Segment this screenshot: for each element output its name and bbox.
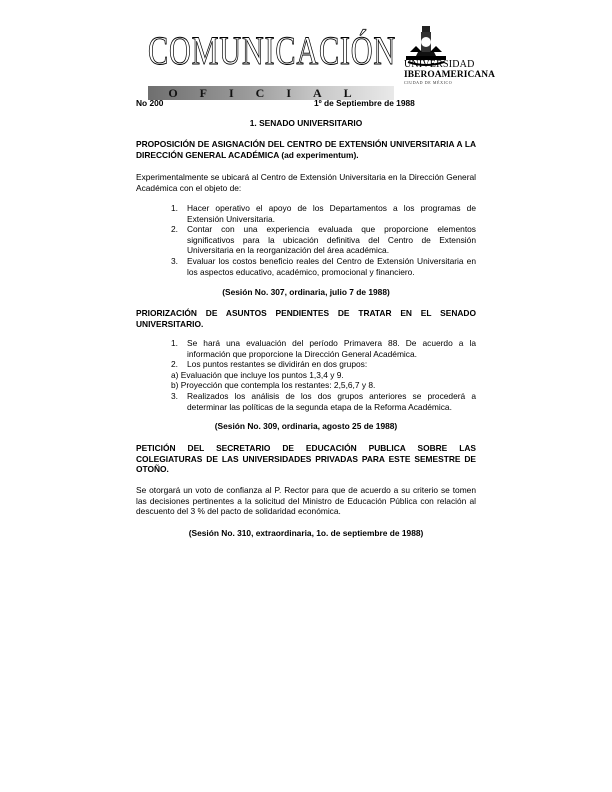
university-name	[404, 60, 494, 86]
section-1-title: PROPOSICIÓN DE ASIGNACIÓN DEL CENTRO DE EXTENSIÓN UNIVERSITARIA A LA DIRECCIÓN GENERAL ACADÉMICA (ad experimentum).	[136, 139, 476, 160]
list-item-number: 2.	[171, 224, 178, 235]
masthead-title: COMUNICACIÓN	[148, 28, 396, 72]
list-subitem	[171, 370, 476, 381]
section-1-session: (Sesión No. 307, ordinaria, julio 7 de 1988)	[222, 287, 390, 297]
logo-line2: IBEROAMERICANA	[404, 70, 495, 80]
document-number: No 200	[136, 98, 164, 108]
list-item	[171, 224, 476, 256]
logo-line3: CIUDAD DE MÉXICO	[404, 80, 453, 85]
list-item-number: 1.	[171, 338, 178, 348]
list-item-text: Hacer operativo el apoyo de los Departamentos a los programas de Extensión Universitaria.	[187, 203, 476, 224]
section-3-intro: Se otorgará un voto de confianza al P. Rector para que de acuerdo a su criterio se tomen las decisiones pertinentes a la solicitud del Ministro de Educación Pública con relación al descuento del 3 % del pacto de solidaridad económica.	[136, 485, 476, 517]
list-item-number: 2.	[171, 359, 178, 370]
section-2-list	[171, 338, 476, 412]
list-item-text: Evaluar los costos beneficio reales del Centro de Extensión Universitaria en los aspectos educativo, académico, promocional y financiero.	[187, 255, 476, 277]
list-item-number: 1.	[171, 203, 178, 213]
section-1-list	[171, 203, 476, 277]
list-item-text: Se hará una evaluación del período Primavera 88. De acuerdo a la información que proporcione la Dirección General Académica.	[187, 338, 476, 359]
masthead-subtitle: OFICIAL	[168, 86, 374, 100]
list-item	[171, 359, 476, 370]
document-date: 1º de Septiembre de 1988	[314, 98, 415, 108]
list-subitem	[171, 380, 476, 391]
list-item-number: 3.	[171, 390, 178, 401]
list-item	[171, 203, 476, 224]
masthead	[146, 22, 398, 100]
list-subitem-text: a) Evaluación que incluye los puntos 1,3,4 y 9.	[171, 369, 344, 380]
logo-line1: UNIVERSIDAD	[404, 59, 475, 70]
list-item	[171, 391, 476, 412]
list-item-text: Contar con una experiencia evaluada que proporcione elementos significativos para la ubicación definitiva del Centro de Extensión Universitaria en la reorganización del área académica.	[187, 224, 476, 256]
section-3-session: (Sesión No. 310, extraordinaria, 1o. de septiembre de 1988)	[188, 528, 424, 538]
masthead-title-graphic	[146, 22, 398, 72]
list-item	[171, 338, 476, 359]
list-item-text: Los puntos restantes se dividirán en dos grupos:	[187, 359, 368, 370]
section-3-title: PETICIÓN DEL SECRETARIO DE EDUCACIÓN PUBLICA SOBRE LAS COLEGIATURAS DE LAS UNIVERSIDADES PRIVADAS PARA ESTE SEMESTRE DE OTOÑO.	[136, 443, 476, 475]
section-2-session: (Sesión No. 309, ordinaria, agosto 25 de 1988)	[214, 421, 398, 431]
list-subitem-text: b) Proyección que contempla los restantes: 2,5,6,7 y 8.	[171, 380, 376, 391]
list-item-number: 3.	[171, 255, 178, 266]
section-heading: 1. SENADO UNIVERSITARIO	[249, 118, 363, 128]
section-2-title: PRIORIZACIÓN DE ASUNTOS PENDIENTES DE TRATAR EN EL SENADO UNIVERSITARIO.	[136, 308, 476, 329]
section-1-intro: Experimentalmente se ubicará al Centro de Extensión Universitaria en la Dirección General Académica con el objeto de:	[136, 172, 476, 193]
list-item-text: Realizados los análisis de los dos grupos anteriores se procederá a determinar las políticas de la segunda etapa de la Reforma Académica.	[187, 390, 476, 412]
list-item	[171, 256, 476, 277]
